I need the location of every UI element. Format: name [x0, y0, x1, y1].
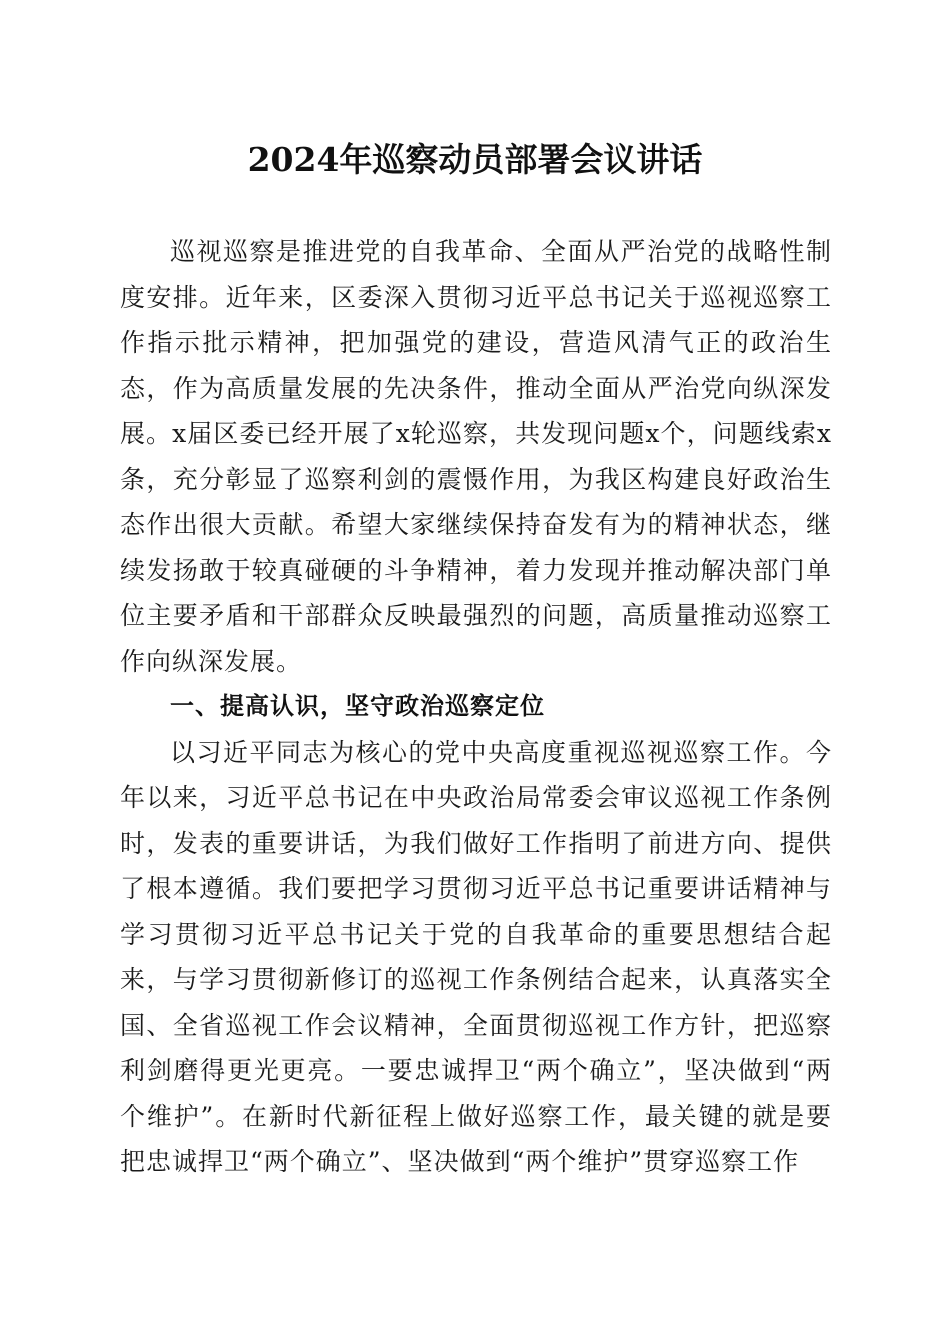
intro-paragraph: 巡视巡察是推进党的自我革命、全面从严治党的战略性制度安排。近年来，区委深入贯彻习近平总书记关于巡视巡察工作指示批示精神，把加强党的建设，营造风清气正的政治生态，作为高质量发展的先决条件，推动全面从严治党向纵深发展。x届区委已经开展了x轮巡察，共发现问题x个，问题线索x条，充分彰显了巡察利剑的震慑作用，为我区构建良好政治生态作出很大贡献。希望大家继续保持奋发有为的精神状态，继续发扬敢于较真碰硬的斗争精神，着力发现并推动解决部门单位主要矛盾和干部群众反映最强烈的问题，高质量推动巡察工作向纵深发展。 — [120, 237, 832, 676]
document-title: 2024年巡察动员部署会议讲话 — [247, 140, 703, 179]
section-1-paragraph: 以习近平同志为核心的党中央高度重视巡视巡察工作。今年以来，习近平总书记在中央政治局常委会审议巡视工作条例时，发表的重要讲话，为我们做好工作指明了前进方向、提供了根本遵循。我们要把学习贯彻习近平总书记重要讲话精神与学习贯彻习近平总书记关于党的自我革命的重要思想结合起来，与学习贯彻新修订的巡视工作条例结合起来，认真落实全国、全省巡视工作会议精神，全面贯彻巡视工作方针，把巡察利剑磨得更光更亮。一要忠诚捍卫“两个确立”，坚决做到“两个维护”。在新时代新征程上做好巡察工作，最关键的就是要把忠诚捍卫“两个确立”、坚决做到“两个维护”贯穿巡察工作 — [120, 737, 832, 1176]
document-body — [120, 229, 832, 1185]
section-heading-1: 一、提高认识，坚守政治巡察定位 — [170, 692, 545, 720]
